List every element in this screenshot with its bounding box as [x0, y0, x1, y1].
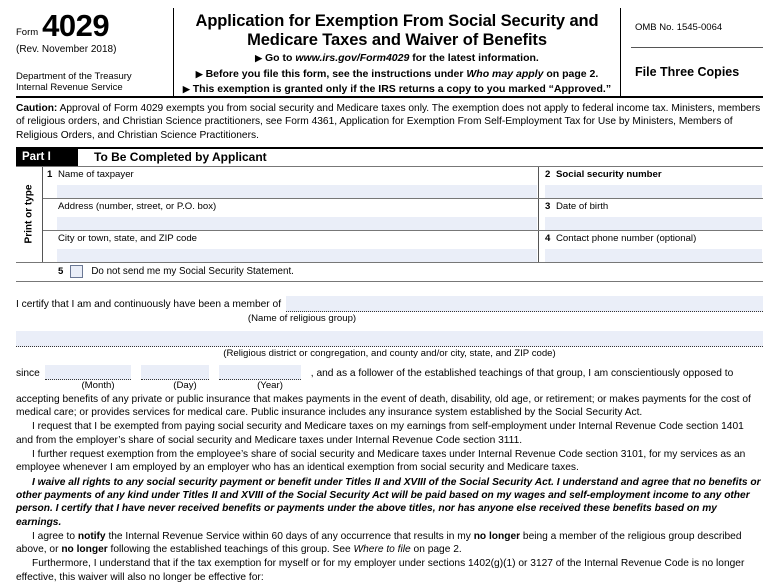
since-date-row — [16, 365, 763, 380]
religious-group-caption: (Name of religious group) — [247, 312, 357, 324]
month-caption: (Month) — [81, 379, 115, 391]
self-employment-exemption-paragraph: I request that I be exempted from paying social security and Medicare taxes on my earnings from self-employment under Internal Revenue Code section 1401 and from the employer’s share of social security and Medicare taxes under Internal Revenue Code section 3111. — [16, 421, 744, 446]
bullet-1-prefix: Go to — [265, 52, 296, 64]
address-text: Address (number, street, or P.O. box) — [58, 200, 217, 212]
bullet-3-text: This exemption is granted only if the IRS returns a copy to you marked “Approved.” — [192, 83, 612, 95]
certification-block — [16, 282, 763, 360]
agency-line-2: Internal Revenue Service — [16, 82, 123, 93]
arrow-right-icon: ▶ — [255, 53, 263, 63]
city-state-zip-cell — [43, 231, 539, 262]
waiver-of-benefits-paragraph: I waive all rights to any social security payment or benefit under Titles II and XVIII of the Social Security Act. I understand and agree that no benefits or other payments of any kind under Titles II and XVIII of the Social Security Act will be paid based on my wages and self-employment income to any other person. I certify that I have never received benefits or payments under the above titles, nor has anyone else received these benefits based on my earnings. — [16, 476, 761, 528]
city-state-zip-text: City or town, state, and ZIP code — [58, 232, 198, 244]
part1-title: To Be Completed by Applicant — [94, 150, 267, 165]
caution-text: Approval of Form 4029 exempts you from social security and Medicare taxes only. The exemption does not apply to federal income tax. Ministers, members of religious orders, and Christian Science practitioners, see Form 4361, Application for Exemption From Self-Employment Tax for Use by Ministers, Members of Religious Orders, and Christian Science Practitioners. — [16, 103, 761, 141]
name-of-taxpayer-text: Name of taxpayer — [58, 168, 134, 180]
form-title-block — [174, 8, 621, 96]
table-row — [43, 231, 763, 262]
name-of-taxpayer-cell — [43, 167, 539, 198]
contact-phone-cell — [539, 231, 763, 262]
since-month-input[interactable] — [45, 365, 131, 380]
certify-lead-text: I certify that I am and continuously have been a member of — [16, 298, 282, 310]
statement-optout-row — [16, 263, 763, 282]
since-date-captions — [16, 380, 763, 392]
date-of-birth-cell — [539, 199, 763, 230]
religious-group-input[interactable] — [286, 296, 763, 312]
do-not-send-statement-checkbox[interactable] — [70, 265, 83, 278]
applicant-info-table — [16, 167, 763, 263]
address-label — [47, 201, 538, 212]
date-of-birth-label — [545, 201, 763, 212]
omb-block — [621, 8, 763, 96]
line-number-2: 2 — [545, 168, 551, 180]
ssn-input[interactable] — [545, 185, 762, 198]
since-date-block — [16, 360, 763, 420]
year-caption: (Year) — [257, 379, 283, 391]
arrow-right-icon: ▶ — [182, 84, 190, 94]
conscientious-objection-continuation: accepting benefits of any private or public insurance that makes payments in the event of death, disability, old age, or retirement; or makes payments for the cost of medical care; or provides services for medical care. Public insurance includes any insurance system established by the Social Security Act. — [16, 393, 751, 419]
form-revision-date: (Rev. November 2018) — [16, 44, 117, 55]
religious-group-line — [16, 296, 763, 312]
notify-part-b: the Internal Revenue Service within 60 days of any occurrence that results in my — [105, 530, 474, 542]
line-number-5: 5 — [58, 266, 64, 278]
caution-label: Caution: — [16, 103, 58, 114]
form-identity-block — [16, 8, 174, 96]
line-number-3: 3 — [545, 200, 551, 212]
applicant-info-rows — [43, 167, 763, 262]
bullet-2-italic: Who may apply — [466, 67, 544, 80]
date-of-birth-text: Date of birth — [556, 200, 609, 212]
notify-part-c: being a member of the religious group described above, or — [16, 530, 742, 556]
bullet-1-suffix: for the latest information. — [409, 52, 539, 64]
notify-irs-paragraph — [16, 530, 763, 557]
omb-number: OMB No. 1545-0064 — [631, 8, 763, 48]
ssn-text: Social security number — [556, 168, 662, 180]
address-cell — [43, 199, 539, 230]
contact-phone-input[interactable] — [545, 249, 762, 262]
no-longer-keyword-1: no longer — [473, 530, 521, 542]
contact-phone-text: Contact phone number (optional) — [556, 232, 697, 244]
notify-part-e: on page 2. — [410, 544, 462, 556]
name-of-taxpayer-input[interactable] — [57, 185, 537, 198]
since-year-input[interactable] — [219, 365, 301, 380]
do-not-send-statement-label: Do not send me my Social Security Statement. — [91, 266, 294, 278]
form-number: 4029 — [42, 8, 110, 43]
file-three-copies-note: File Three Copies — [635, 65, 740, 79]
form-word-label: Form — [16, 27, 39, 38]
ssn-cell — [539, 167, 763, 198]
part1-tag: Part I — [16, 149, 78, 166]
irs-form-4029-page — [0, 8, 779, 583]
ssn-label — [545, 169, 763, 180]
notify-part-a: I agree to — [32, 530, 78, 542]
instruction-bullet-1 — [178, 51, 616, 66]
contact-phone-label — [545, 233, 763, 244]
notify-keyword: notify — [77, 530, 106, 542]
no-longer-keyword-2: no longer — [61, 544, 108, 556]
employee-share-exemption-paragraph: I further request exemption from the employee’s share of social security and Medicare taxes under Internal Revenue Code section 3101, for my services as an employee whenever I am employed by an employer who has an identical exemption from social security and Medicare taxes. — [16, 449, 746, 474]
date-of-birth-input[interactable] — [545, 217, 762, 230]
furthermore-paragraph: Furthermore, I understand that if the tax exemption for myself or for my employer under sections 1402(g)(1) or 3127 of the Internal Revenue Code is no longer effective, this waiver will also no longer be effective for: — [16, 558, 745, 583]
irs-url-link[interactable]: www.irs.gov/Form4029 — [295, 52, 410, 64]
agency-line-1: Department of the Treasury — [16, 71, 132, 82]
line-number-4: 4 — [545, 232, 551, 244]
table-row — [43, 199, 763, 231]
bullet-2-prefix: Before you file this form, see the instructions under — [205, 67, 467, 80]
address-input[interactable] — [57, 217, 537, 230]
since-label: since — [16, 367, 40, 379]
instruction-bullet-3 — [178, 82, 616, 97]
day-caption: (Day) — [173, 379, 197, 391]
religious-district-input[interactable] — [16, 331, 763, 347]
print-or-type-label — [16, 167, 43, 262]
notify-part-d: following the established teachings of this group. See — [107, 544, 354, 556]
since-tail-text: , and as a follower of the established teachings of that group, I am conscientiously opposed to — [310, 367, 734, 379]
arrow-right-icon: ▶ — [195, 68, 203, 79]
where-to-file-reference: Where to file — [353, 544, 411, 556]
since-day-input[interactable] — [141, 365, 209, 380]
instruction-bullet-2 — [178, 67, 616, 82]
caution-paragraph — [16, 98, 763, 147]
city-state-zip-input[interactable] — [57, 249, 537, 262]
form-title-line-1: Application for Exemption From Social Security and — [195, 12, 599, 30]
print-or-type-text: Print or type — [23, 184, 35, 244]
form-header — [16, 8, 763, 98]
religious-district-caption: (Religious district or congregation, and county and/or city, state, and ZIP code) — [223, 347, 556, 359]
name-of-taxpayer-label — [47, 169, 538, 180]
issuing-agency — [16, 71, 132, 93]
bullet-2-suffix: on page 2. — [543, 67, 599, 80]
table-row — [43, 167, 763, 199]
part1-header-bar — [16, 147, 763, 167]
form-number-line — [16, 8, 167, 42]
city-state-zip-label — [47, 233, 538, 244]
line-number-1: 1 — [47, 168, 53, 180]
form-title-line-2: Medicare Taxes and Waiver of Benefits — [247, 31, 547, 49]
